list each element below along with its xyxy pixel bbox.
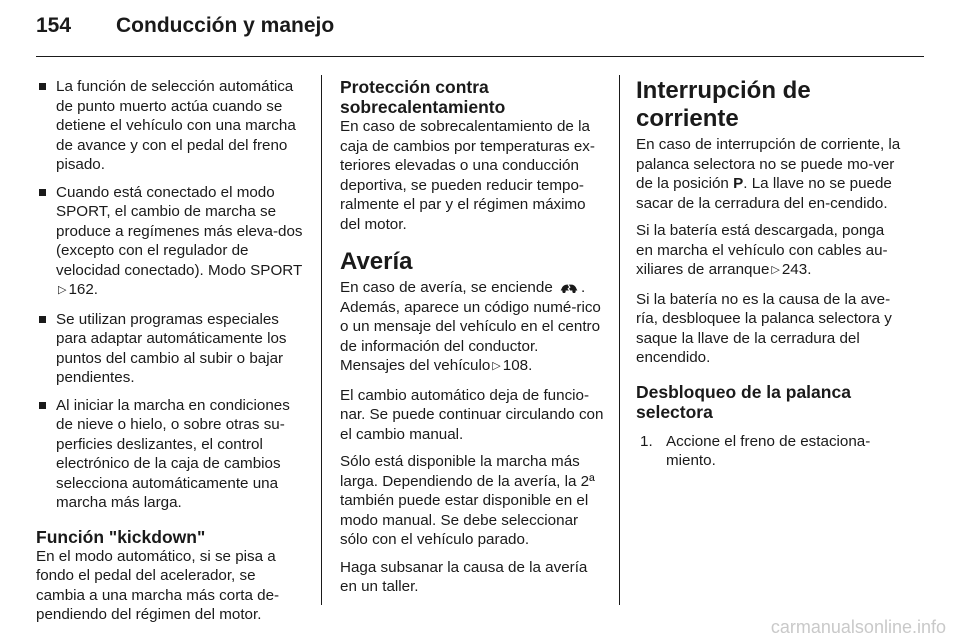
page-ref[interactable]: 243. <box>781 261 812 278</box>
paragraph: El cambio automático deja de funcio-nar. Se puede continuar circulando con el cambio manual. <box>340 386 604 443</box>
bullet-square-icon <box>39 189 46 196</box>
paragraph: Si la batería no es la causa de la ave-ría, desbloquee la palanca selectora y saque la llave de la cerradura del encendido. <box>636 290 892 366</box>
page-ref-icon: ▷ <box>771 264 780 276</box>
list-item: Cuando está conectado el modo SPORT, el cambio de marcha se produce a regímenes más eleva-dos (excepto con el regulador de velocidad conectado). Modo SPORT▷ 162. <box>36 183 306 302</box>
section-heading-unlock: Desbloqueo de la palanca selectora <box>636 381 851 422</box>
paragraph: Si la batería está descargada, ponga en marcha el vehículo con cables au-xiliares de arranque ▷ 243. <box>636 221 904 282</box>
paragraph: En caso de sobrecalentamiento de la caja de cambios por temperaturas ex-teriores elevadas o una conducción deportiva, se pueden reducir tempo-ralmente el par y el régimen máximo del motor. <box>340 118 595 233</box>
page-header <box>36 14 334 44</box>
bullet-square-icon <box>39 83 46 90</box>
car-fault-icon <box>559 282 579 294</box>
header-rule <box>36 56 924 57</box>
page-number: 154 <box>36 14 72 37</box>
paragraph: En caso de interrupción de corriente, la palanca selectora no se puede mo-ver de la posición P. La llave no se puede sacar de la cerradura del en-cendido. <box>636 136 901 212</box>
column-divider <box>321 75 322 605</box>
paragraph: Sólo está disponible la marcha más larga. Dependiendo de la avería, la 2ª también puede estar disponible en el modo manual. Se debe seleccionar sólo con el vehículo parado. <box>340 453 595 548</box>
numbered-list <box>636 432 904 471</box>
column-right <box>636 77 904 471</box>
paragraph: En el modo automático, si se pisa a fondo el pedal del acelerador, se cambia a una marcha más corta de-pendiendo del régimen del motor. <box>36 547 280 623</box>
bullet-list <box>36 77 306 513</box>
column-divider <box>619 75 620 605</box>
watermark: carmanualsonline.info <box>770 617 946 637</box>
section-heading-fault: Avería <box>340 248 413 275</box>
column-middle <box>340 77 604 605</box>
page-ref-icon: ▷ <box>492 360 501 372</box>
page-ref[interactable]: 162. <box>68 281 99 298</box>
section-heading-overheat: Protección contra sobrecalentamiento <box>340 77 506 117</box>
column-left <box>36 77 306 633</box>
paragraph: En caso de avería, se enciende . Además, aparece un código numé-rico o un mensaje del vehículo en el centro de información del conductor. Mensajes del vehículo ▷ 108. <box>340 278 604 378</box>
bullet-square-icon <box>39 402 46 409</box>
section-heading-power: Interrupción de corriente <box>636 77 811 132</box>
page-ref-icon: ▷ <box>58 284 67 296</box>
list-item: Se utilizan programas especiales para adaptar automáticamente los puntos del cambio al subir o bajar pendientes. <box>36 310 306 388</box>
paragraph: Haga subsanar la causa de la avería en un taller. <box>340 558 588 595</box>
list-item: 1. Accione el freno de estaciona-miento. <box>640 432 871 469</box>
page-title: Conducción y manejo <box>116 14 335 37</box>
section-heading-kickdown: Función "kickdown" <box>36 526 206 547</box>
page-ref[interactable]: 108. <box>502 357 533 374</box>
bullet-square-icon <box>39 316 46 323</box>
list-item: La función de selección automática de punto muerto actúa cuando se detiene el vehículo con una marcha de avance y con el pedal del freno pisado. <box>36 77 306 175</box>
list-item: Al iniciar la marcha en condiciones de nieve o hielo, o sobre otras su-perficies deslizantes, el control electrónico de la caja de cambios selecciona automáticamente una marcha más larga. <box>36 396 306 513</box>
